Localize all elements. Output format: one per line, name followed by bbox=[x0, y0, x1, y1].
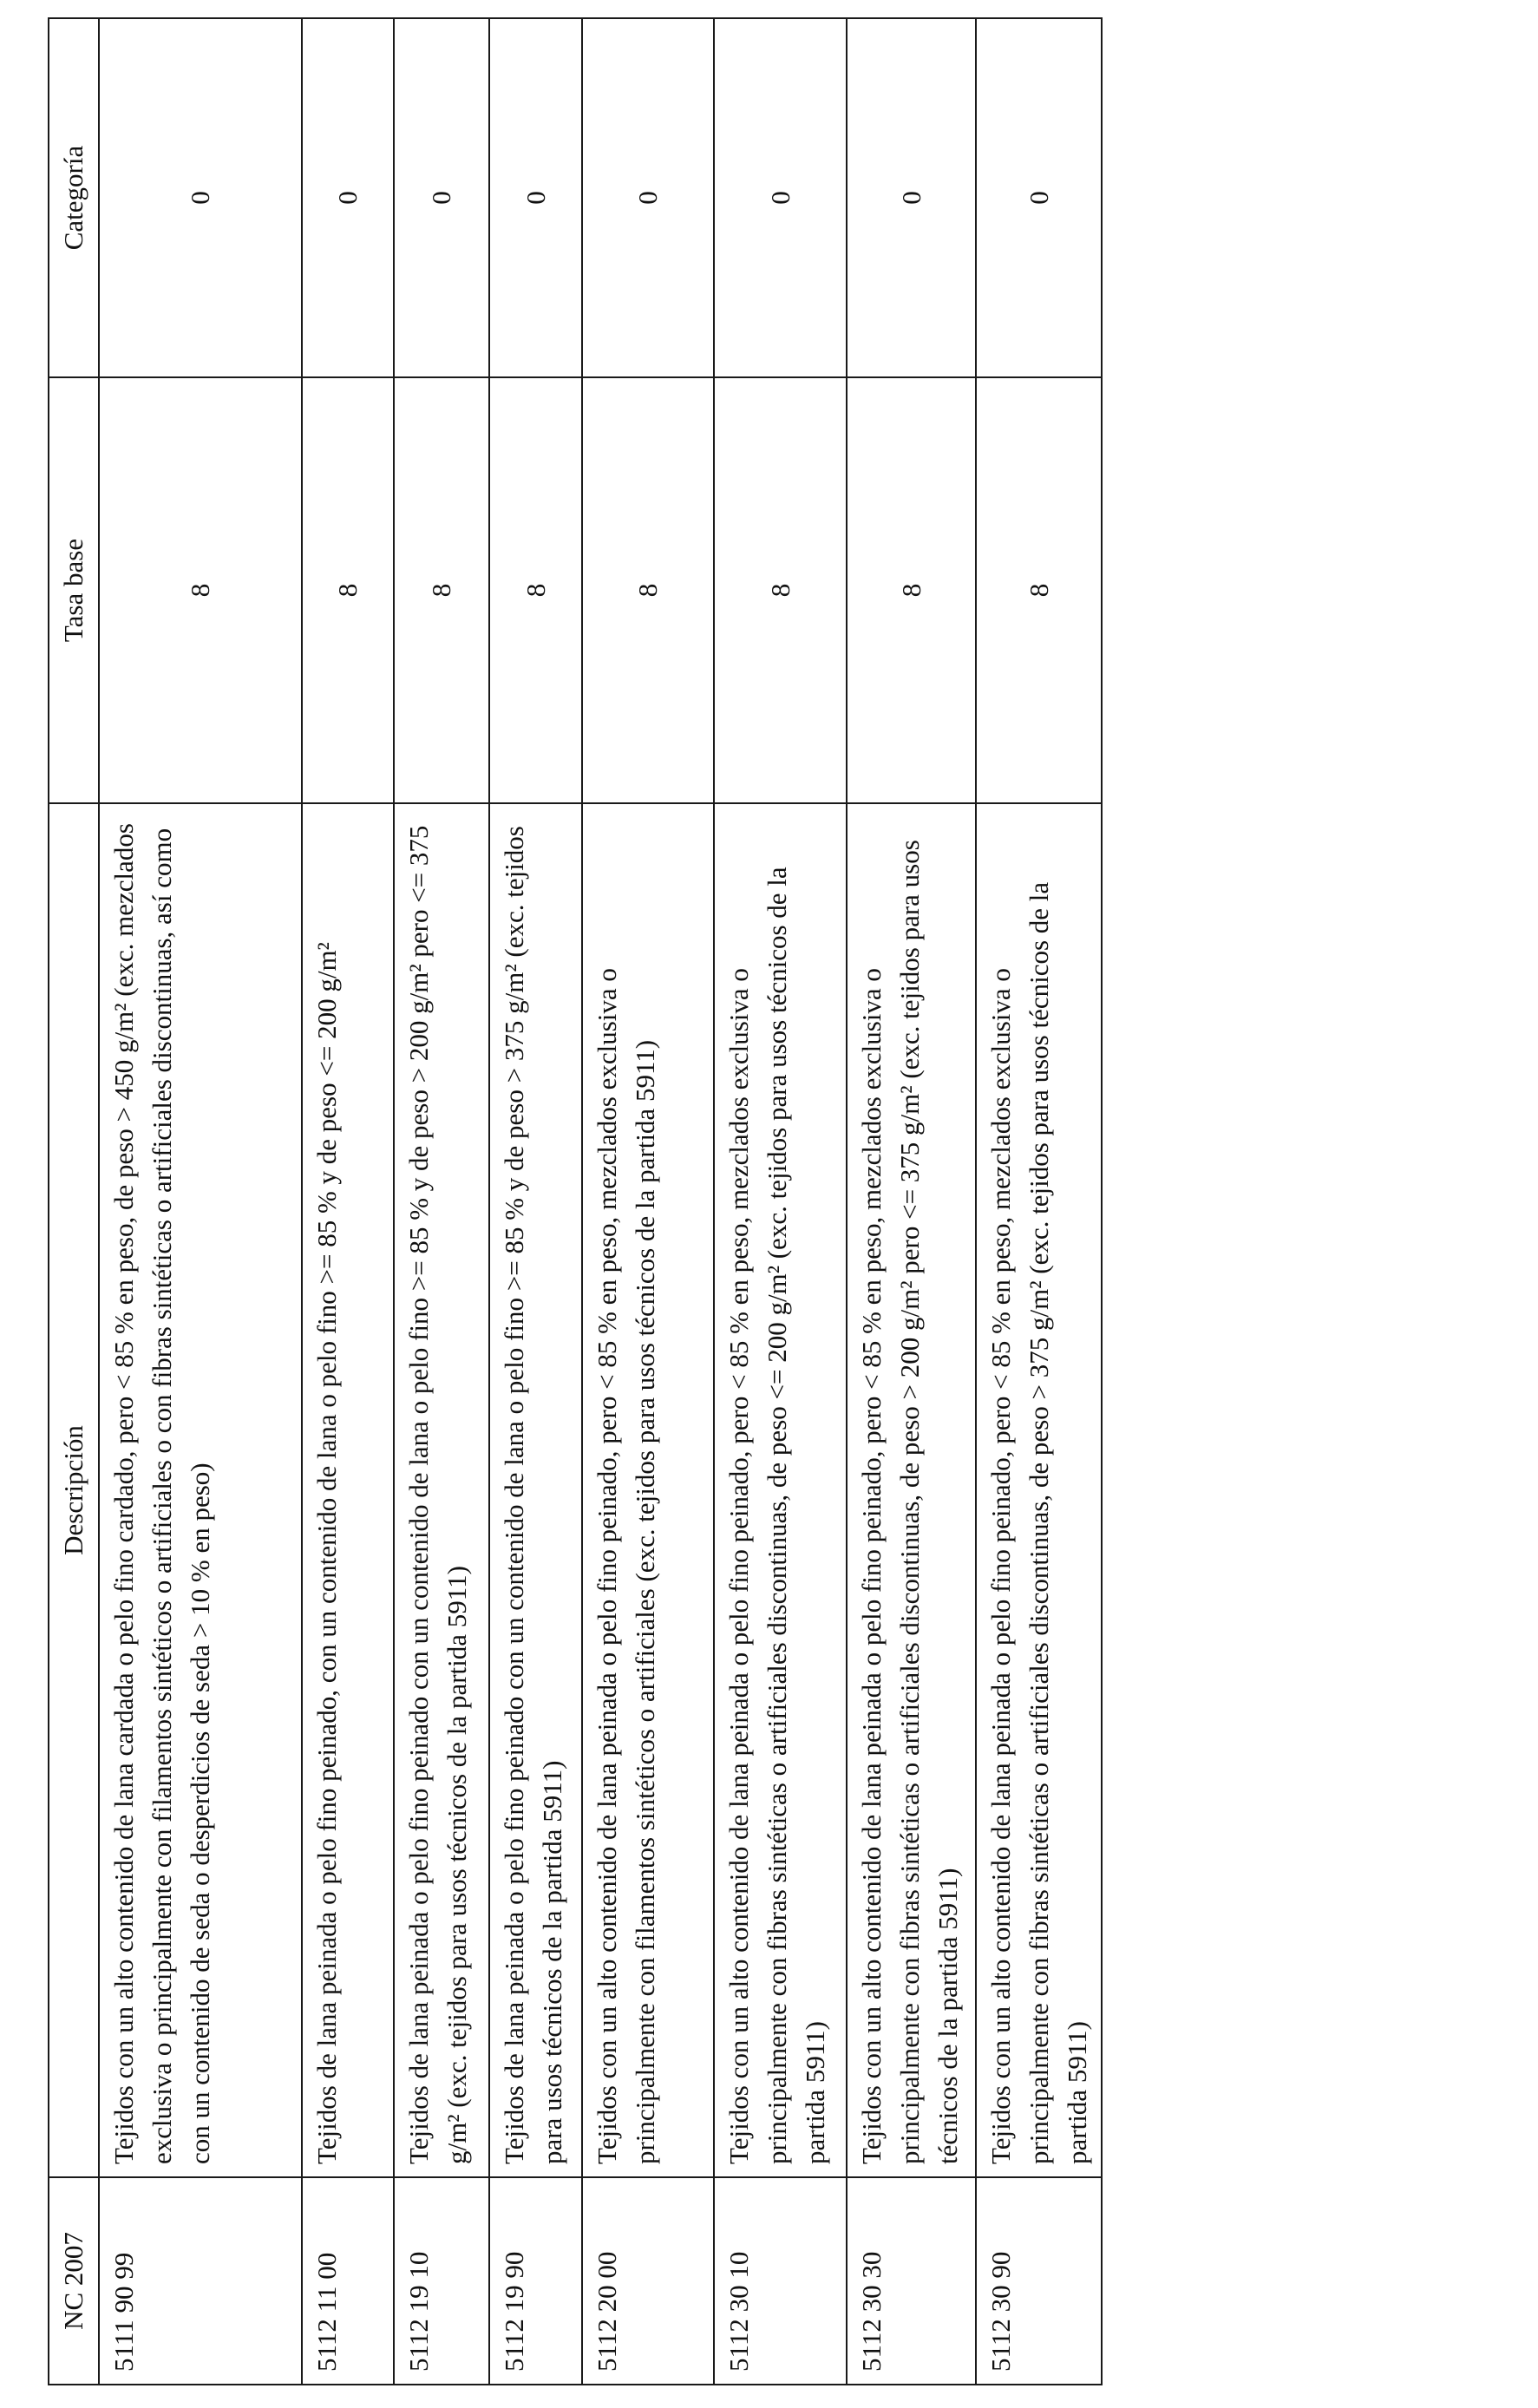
table-row bbox=[582, 18, 714, 2385]
cell-base-rate: 8 bbox=[489, 377, 582, 803]
cell-description: Tejidos con un alto contenido de lana peinada o pelo fino peinado, pero < 85 % en peso, mezclados exclusiva o principalmente con fibras sintéticas o artificiales discontinuas, de peso > 200 g/m² pero <= 375 g/m² (exc. tejidos para usos técnicos de la partida 5911) bbox=[847, 803, 976, 2177]
table-row bbox=[714, 18, 847, 2385]
cell-category: 0 bbox=[394, 18, 489, 377]
cell-base-rate: 8 bbox=[394, 377, 489, 803]
rotated-page bbox=[48, 19, 1099, 2385]
cell-code: 5112 19 10 bbox=[394, 2177, 489, 2385]
table-row bbox=[847, 18, 976, 2385]
cell-code: 5112 11 00 bbox=[302, 2177, 394, 2385]
cell-description: Tejidos de lana peinada o pelo fino peinado con un contenido de lana o pelo fino >= 85 % y de peso > 200 g/m² pero <= 375 g/m² (exc. tejidos para usos técnicos de la partida 5911) bbox=[394, 803, 489, 2177]
cell-base-rate: 8 bbox=[847, 377, 976, 803]
cell-description: Tejidos con un alto contenido de lana cardada o pelo fino cardado, pero < 85 % en peso, de peso > 450 g/m² (exc. mezclados exclusiva o principalmente con filamentos sintéticos o artificiales o con fibras sintéticas o artificiales discontinuas, así como con un contenido de seda o desperdicios de seda > 10 % en peso) bbox=[99, 803, 302, 2177]
cell-base-rate: 8 bbox=[99, 377, 302, 803]
table-row bbox=[489, 18, 582, 2385]
cell-base-rate: 8 bbox=[976, 377, 1102, 803]
table-row bbox=[976, 18, 1102, 2385]
cell-base-rate: 8 bbox=[582, 377, 714, 803]
cell-description: Tejidos con un alto contenido de lana peinada o pelo fino peinado, pero < 85 % en peso, mezclados exclusiva o principalmente con fibras sintéticas o artificiales discontinuas, de peso > 375 g/m² (exc. tejidos para usos técnicos de la partida 5911) bbox=[976, 803, 1102, 2177]
table-row bbox=[394, 18, 489, 2385]
header-categoria: Categoría bbox=[49, 18, 99, 377]
table-row bbox=[302, 18, 394, 2385]
cell-description: Tejidos con un alto contenido de lana peinada o pelo fino peinado, pero < 85 % en peso, mezclados exclusiva o principalmente con filamentos sintéticos o artificiales (exc. tejidos para usos técnicos de la partida 5911) bbox=[582, 803, 714, 2177]
cell-code: 5112 30 10 bbox=[714, 2177, 847, 2385]
cell-code: 5111 90 99 bbox=[99, 2177, 302, 2385]
header-descripcion: Descripción bbox=[49, 803, 99, 2177]
cell-category: 0 bbox=[302, 18, 394, 377]
cell-description: Tejidos de lana peinada o pelo fino peinado, con un contenido de lana o pelo fino >= 85 % y de peso <= 200 g/m² bbox=[302, 803, 394, 2177]
cell-code: 5112 30 30 bbox=[847, 2177, 976, 2385]
cell-base-rate: 8 bbox=[714, 377, 847, 803]
cell-description: Tejidos de lana peinada o pelo fino peinado con un contenido de lana o pelo fino >= 85 % y de peso > 375 g/m² (exc. tejidos para usos técnicos de la partida 5911) bbox=[489, 803, 582, 2177]
cell-code: 5112 19 90 bbox=[489, 2177, 582, 2385]
cell-category: 0 bbox=[976, 18, 1102, 377]
cell-category: 0 bbox=[99, 18, 302, 377]
cell-base-rate: 8 bbox=[302, 377, 394, 803]
cell-category: 0 bbox=[847, 18, 976, 377]
cell-code: 5112 30 90 bbox=[976, 2177, 1102, 2385]
cell-code: 5112 20 00 bbox=[582, 2177, 714, 2385]
header-nc-2007: NC 2007 bbox=[49, 2177, 99, 2385]
cell-description: Tejidos con un alto contenido de lana peinada o pelo fino peinado, pero < 85 % en peso, mezclados exclusiva o principalmente con fibras sintéticas o artificiales discontinuas, de peso <= 200 g/m² (exc. tejidos para usos técnicos de la partida 5911) bbox=[714, 803, 847, 2177]
table-header-row bbox=[49, 18, 99, 2385]
cell-category: 0 bbox=[714, 18, 847, 377]
table-row bbox=[99, 18, 302, 2385]
tariff-table bbox=[48, 17, 1103, 2385]
cell-category: 0 bbox=[489, 18, 582, 377]
header-tasa-base: Tasa base bbox=[49, 377, 99, 803]
cell-category: 0 bbox=[582, 18, 714, 377]
